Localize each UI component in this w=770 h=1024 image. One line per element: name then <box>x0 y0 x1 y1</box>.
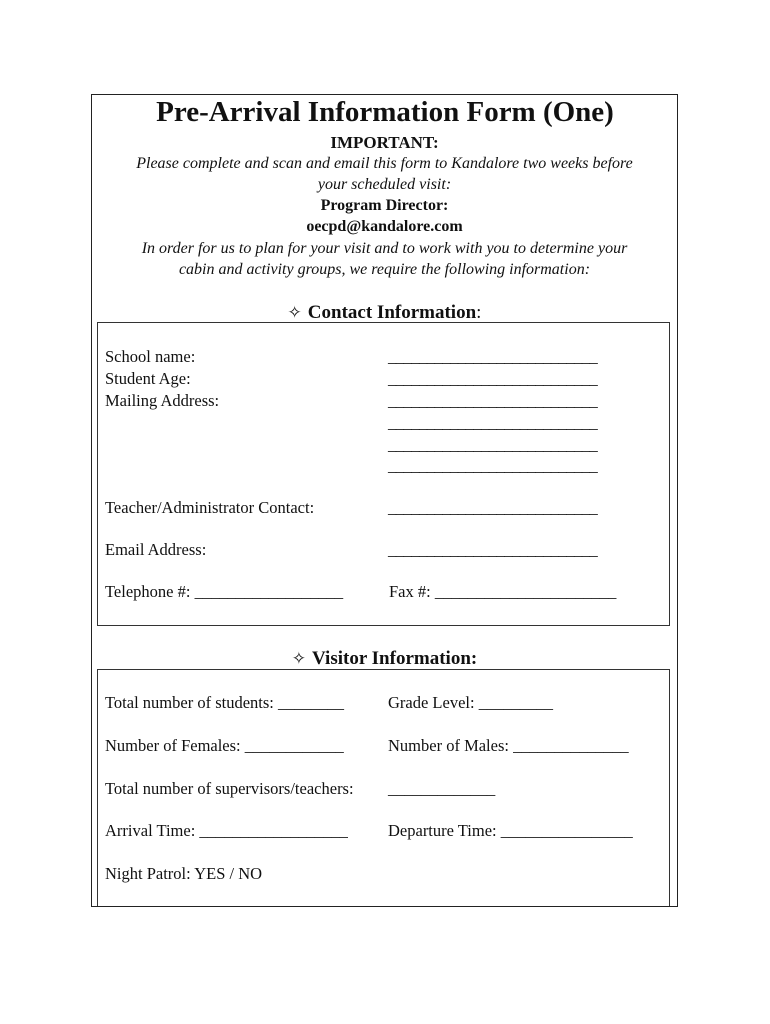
visitor-heading-text: Visitor Information: <box>312 648 478 669</box>
teacher-contact-field[interactable]: ___________________________ <box>388 498 598 517</box>
plan-line-1: In order for us to plan for your visit and to work with you to determine your <box>141 240 628 257</box>
contact-section-heading <box>91 302 678 324</box>
sparkle-icon: ✧ <box>287 303 302 322</box>
arrival-time-field[interactable]: Arrival Time: __________________ <box>105 821 348 840</box>
intro-line-1: Please complete and scan and email this form to Kandalore two weeks before <box>136 155 633 172</box>
night-patrol-field[interactable]: Night Patrol: YES / NO <box>105 864 263 883</box>
school-name-field[interactable]: ___________________________ <box>388 347 598 366</box>
program-director-label: Program Director: <box>320 197 449 214</box>
sparkle-icon: ✧ <box>291 649 307 668</box>
student-age-label: Student Age: <box>105 369 191 388</box>
males-field[interactable]: Number of Males: ______________ <box>388 736 629 755</box>
mailing-address-field-1[interactable]: ___________________________ <box>388 391 598 410</box>
supervisors-label: Total number of supervisors/teachers: <box>105 779 354 798</box>
email-address-label: Email Address: <box>105 540 207 559</box>
contact-heading-suffix: : <box>476 302 482 323</box>
mailing-address-field-2[interactable]: ___________________________ <box>388 413 598 432</box>
important-heading: IMPORTANT: <box>330 133 439 152</box>
student-age-field[interactable]: ___________________________ <box>388 369 598 388</box>
grade-level-field[interactable]: Grade Level: _________ <box>388 693 553 712</box>
mailing-address-field-4[interactable]: ___________________________ <box>388 456 598 475</box>
form-title: Pre-Arrival Information Form (One) <box>156 96 614 128</box>
females-field[interactable]: Number of Females: ____________ <box>105 736 344 755</box>
email-address-field[interactable]: ___________________________ <box>388 540 598 559</box>
total-students-field[interactable]: Total number of students: ________ <box>105 693 344 712</box>
visitor-section-heading <box>91 648 678 670</box>
fax-field[interactable]: Fax #: ______________________ <box>389 582 617 601</box>
school-name-label: School name: <box>105 347 196 366</box>
mailing-address-label: Mailing Address: <box>105 391 220 410</box>
contact-heading-text: Contact Information <box>307 302 477 323</box>
teacher-contact-label: Teacher/Administrator Contact: <box>105 498 315 517</box>
departure-time-field[interactable]: Departure Time: ________________ <box>388 821 633 840</box>
program-director-email[interactable]: oecpd@kandalore.com <box>306 218 463 235</box>
telephone-field[interactable]: Telephone #: __________________ <box>105 582 344 601</box>
supervisors-field[interactable]: _____________ <box>388 779 496 798</box>
mailing-address-field-3[interactable]: ___________________________ <box>388 435 598 454</box>
intro-line-2: your scheduled visit: <box>317 176 452 193</box>
plan-line-2: cabin and activity groups, we require the following information: <box>178 261 591 278</box>
